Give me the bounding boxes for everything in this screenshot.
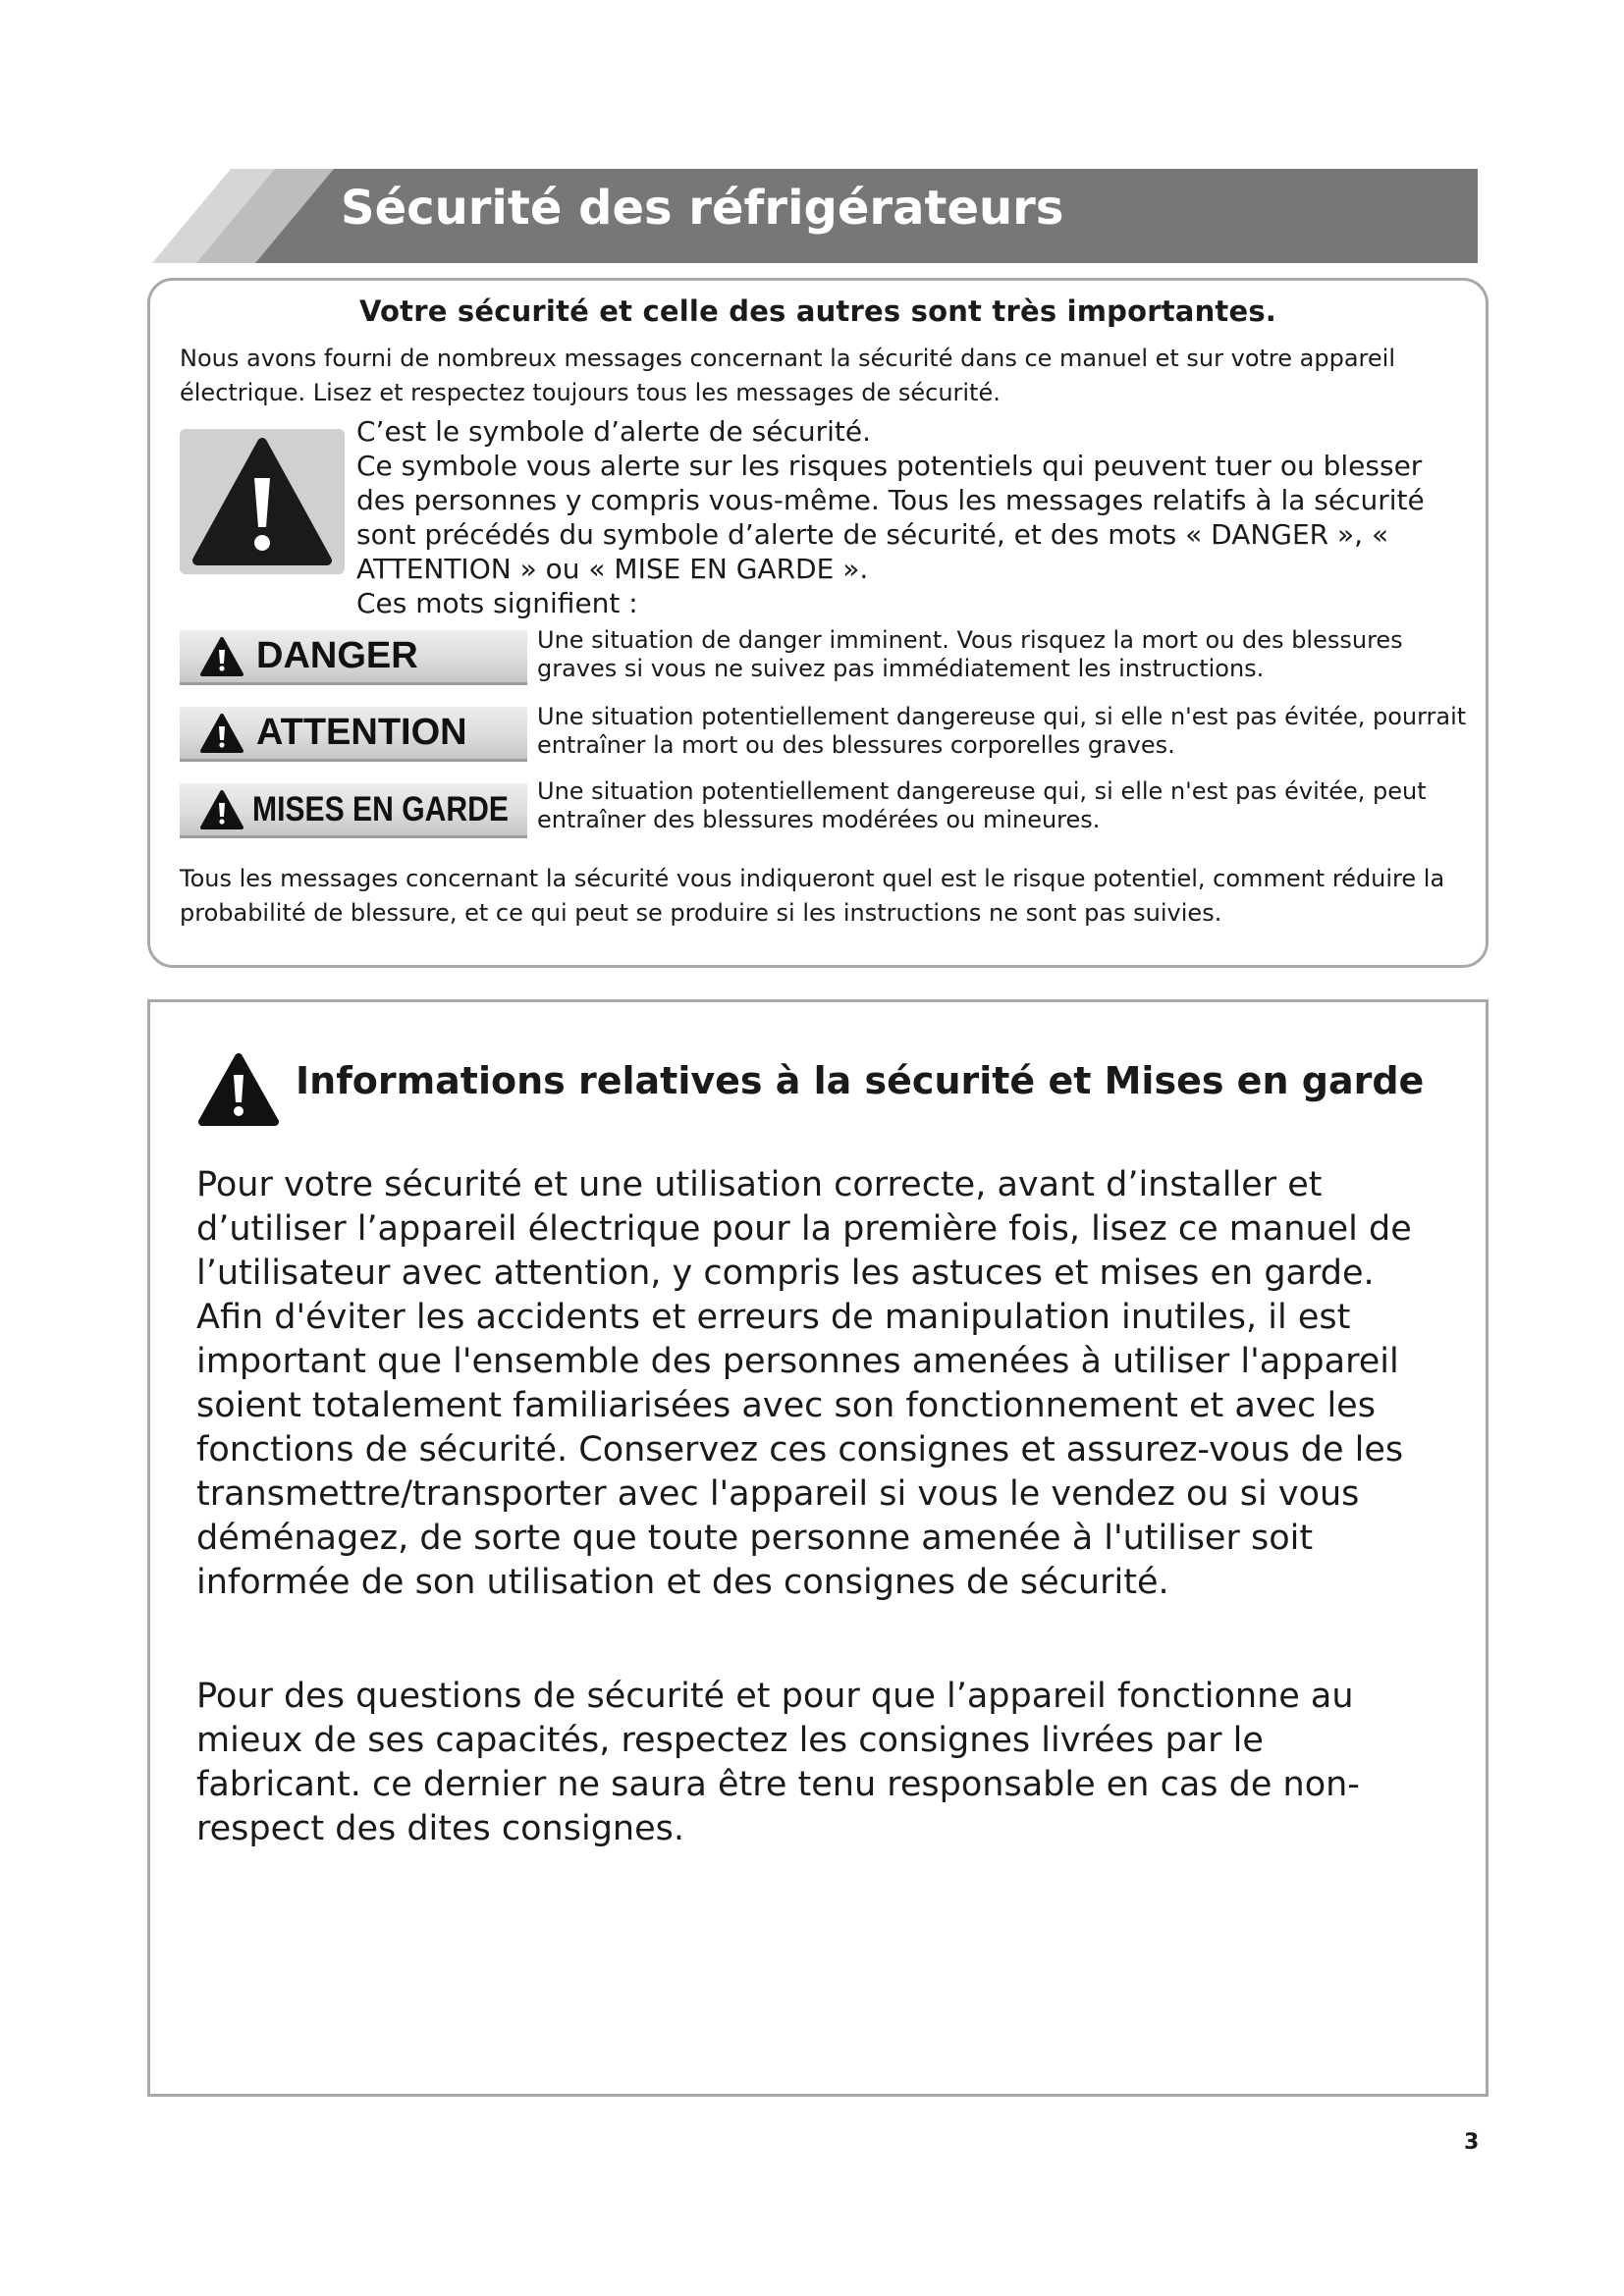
signal-description: Une situation de danger imminent. Vous risquez la mort ou des blessures graves si vous ne suivez pas immédiatement les instructions. bbox=[537, 626, 1403, 682]
safety-information-section bbox=[147, 999, 1489, 2097]
section-paragraph: Pour votre sécurité et une utilisation correcte, avant d’installer et d’utiliser l’appareil électrique pour la première fois, lisez ce manuel de l’utilisateur avec attention, y compris les astuces et mises en garde. Afin d'éviter les accidents et erreurs de manipulation inutiles, il est important que l'ensemble des personnes amenées à utiliser l'appareil soient totalement familiarisées avec son fonctionnement et avec les fonctions de sécurité. Conservez ces consignes et assurez-vous de les transmettre/transporter avec l'appareil si vous le vendez ou si vous déménagez, de sorte que toute personne amenée à l'utiliser soit informée de son utilisation et des consignes de sécurité. bbox=[196, 1165, 1412, 1602]
warning-icon bbox=[180, 429, 345, 574]
alert-line: Ce symbole vous alerte sur les risques potentiels qui peuvent tuer ou blesser des personnes y compris vous-même. Tous les messages relatifs à la sécurité sont précédés du symbole d’alerte de sécurité, et des mots « DANGER », « ATTENTION » ou « MISE EN GARDE ». bbox=[356, 450, 1425, 585]
signal-badge-mises-en-garde bbox=[180, 783, 527, 838]
section-paragraph: Pour des questions de sécurité et pour que l’appareil fonctionne au mieux de ses capacités, respectez les consignes livrées par le fabricant. ce dernier ne saura être tenu responsable en cas de non-respect des dites consignes. bbox=[196, 1677, 1360, 1848]
signal-description: Une situation potentiellement dangereuse qui, si elle n'est pas évitée, peut entraîner des blessures modérées ou mineures. bbox=[537, 777, 1427, 833]
signal-word: MISES EN GARDE bbox=[252, 789, 509, 828]
signal-description: Une situation potentiellement dangereuse qui, si elle n'est pas évitée, pourrait entraîner la mort ou des blessures corporelles graves. bbox=[537, 703, 1467, 759]
warning-icon bbox=[199, 713, 244, 754]
warning-icon bbox=[199, 636, 244, 677]
safety-subtitle: Votre sécurité et celle des autres sont très importantes. bbox=[358, 294, 1277, 328]
safety-closing-text: Tous les messages concernant la sécurité vous indiqueront quel est le risque potentiel, comment réduire la probabilité de blessure, et ce qui peut se produire si les instructions ne sont pas suivies. bbox=[180, 865, 1445, 927]
page-header bbox=[152, 169, 1478, 263]
signal-badge-danger bbox=[180, 630, 527, 685]
signal-badge-attention bbox=[180, 707, 527, 762]
page-title: Sécurité des réfrigérateurs bbox=[341, 181, 1064, 236]
warning-icon bbox=[196, 1051, 281, 1128]
warning-icon bbox=[199, 789, 244, 830]
safety-alert-explanation bbox=[356, 414, 1466, 620]
signal-word: DANGER bbox=[256, 635, 418, 676]
alert-line: Ces mots signifient : bbox=[356, 587, 638, 619]
safety-intro-text: Nous avons fourni de nombreux messages concernant la sécurité dans ce manuel et sur votre appareil électrique. Lisez et respectez toujours tous les messages de sécurité. bbox=[180, 345, 1395, 406]
page-number: 3 bbox=[1464, 2130, 1480, 2155]
section-warning bbox=[196, 1051, 281, 1128]
safety-intro-box bbox=[147, 278, 1489, 968]
alert-line: C’est le symbole d’alerte de sécurité. bbox=[356, 415, 872, 448]
section-title: Informations relatives à la sécurité et Mises en garde bbox=[296, 1059, 1425, 1102]
safety-alert-symbol bbox=[180, 429, 345, 574]
signal-word: ATTENTION bbox=[256, 712, 467, 753]
